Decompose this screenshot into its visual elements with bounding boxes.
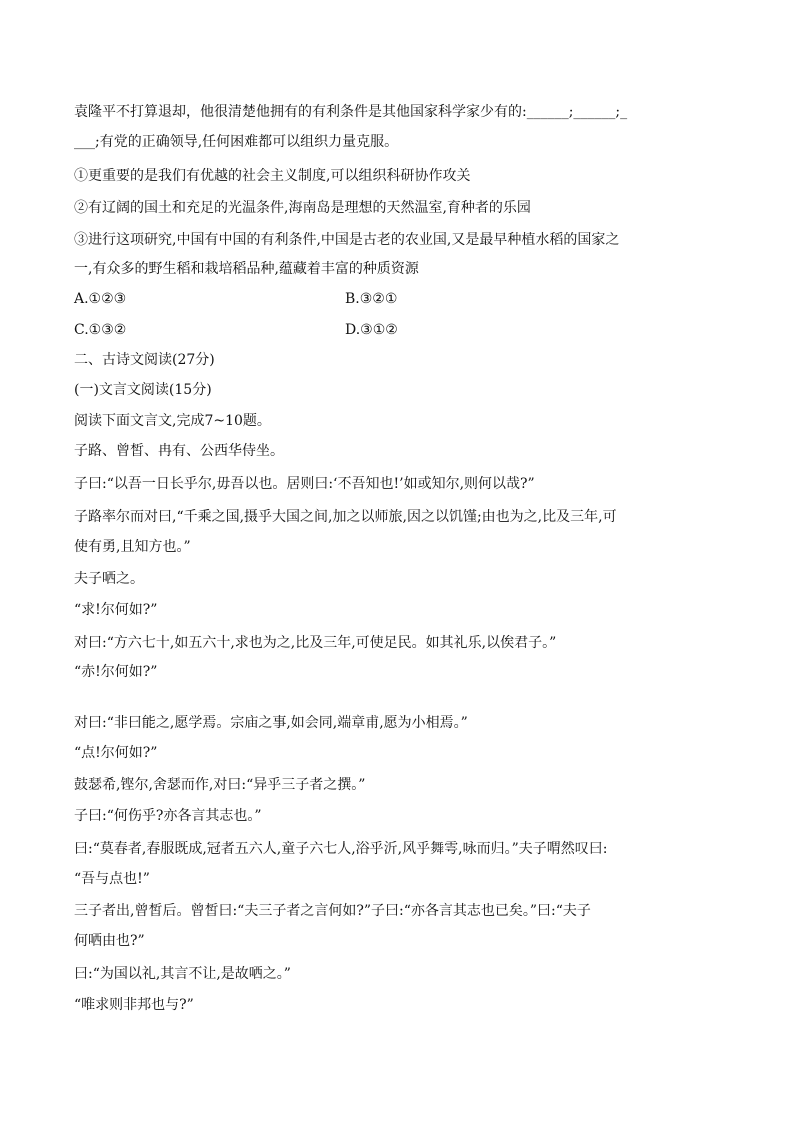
section-title: 二、古诗文阅读(27分)	[74, 352, 215, 368]
statement-3-line-2: 一,有众多的野生稻和栽培稻品种,蕴藏着丰富的种质资源	[74, 261, 419, 277]
passage-line: “点!尔何如?”	[74, 745, 158, 761]
passage-line: “吾与点也!”	[74, 871, 150, 887]
statement-2: ②有辽阔的国土和充足的光温条件,海南岛是理想的天然温室,育种者的乐园	[74, 200, 531, 216]
passage-line: 对曰:“方六七十,如五六十,求也为之,比及三年,可使足民。如其礼乐,以俟君子。”	[74, 635, 557, 651]
statement-1: ①更重要的是我们有优越的社会主义制度,可以组织科研协作攻关	[74, 168, 471, 184]
passage-line: “唯求则非邦也与?”	[74, 997, 194, 1013]
passage-line: 子曰:“何伤乎?亦各言其志也。”	[74, 808, 262, 824]
passage-line: 何哂由也?”	[74, 933, 145, 949]
passage-line: 三子者出,曾皙后。曾皙曰:“夫三子者之言何如?”子曰:“亦各言其志也已矣。”曰:“夫子	[74, 903, 591, 919]
passage-line: “赤!尔何如?”	[74, 664, 158, 680]
passage-line: 夫子哂之。	[74, 571, 144, 587]
reading-instruction: 阅读下面文言文,完成7~10题。	[74, 413, 271, 429]
passage-line: 对曰:“非曰能之,愿学焉。宗庙之事,如会同,端章甫,愿为小相焉。”	[74, 715, 468, 731]
subsection-title: (一)文言文阅读(15分)	[74, 382, 212, 398]
passage-line: 鼓瑟希,铿尔,舍瑟而作,对曰:“异乎三子者之撰。”	[74, 777, 366, 793]
statement-3-line-1: ③进行这项研究,中国有中国的有利条件,中国是古老的农业国,又是最早种植水稻的国家之	[74, 232, 620, 248]
question-stem-line-1: 袁隆平不打算退却，他很清楚他拥有的有利条件是其他国家科学家少有的:______;______;_	[74, 104, 628, 120]
passage-line: 曰:“莫春者,春服既成,冠者五六人,童子六七人,浴乎沂,风乎舞雩,咏而归。”夫子喟然叹曰:	[74, 841, 608, 857]
passage-line: 子路率尔而对曰,“千乘之国,摄乎大国之间,加之以师旅,因之以饥馑;由也为之,比及三年,可	[74, 509, 617, 525]
option-c: C.①③②	[74, 322, 127, 338]
question-stem-line-2: ___;有党的正确领导,任何困难都可以组织力量克服。	[74, 134, 399, 150]
passage-line: 曰:“为国以礼,其言不让,是故哂之。”	[74, 966, 291, 982]
passage-line: 子曰:“以吾一日长乎尔,毋吾以也。居则曰:‘不吾知也!’如或知尔,则何以哉?”	[74, 476, 535, 492]
option-a: A.①②③	[74, 291, 127, 307]
option-d: D.③①②	[345, 322, 398, 338]
option-b: B.③②①	[345, 291, 398, 307]
passage-line: “求!尔何如?”	[74, 602, 158, 618]
passage-line: 使有勇,且知方也。”	[74, 539, 191, 555]
passage-line: 子路、曾皙、冉有、公西华侍坐。	[74, 443, 284, 459]
